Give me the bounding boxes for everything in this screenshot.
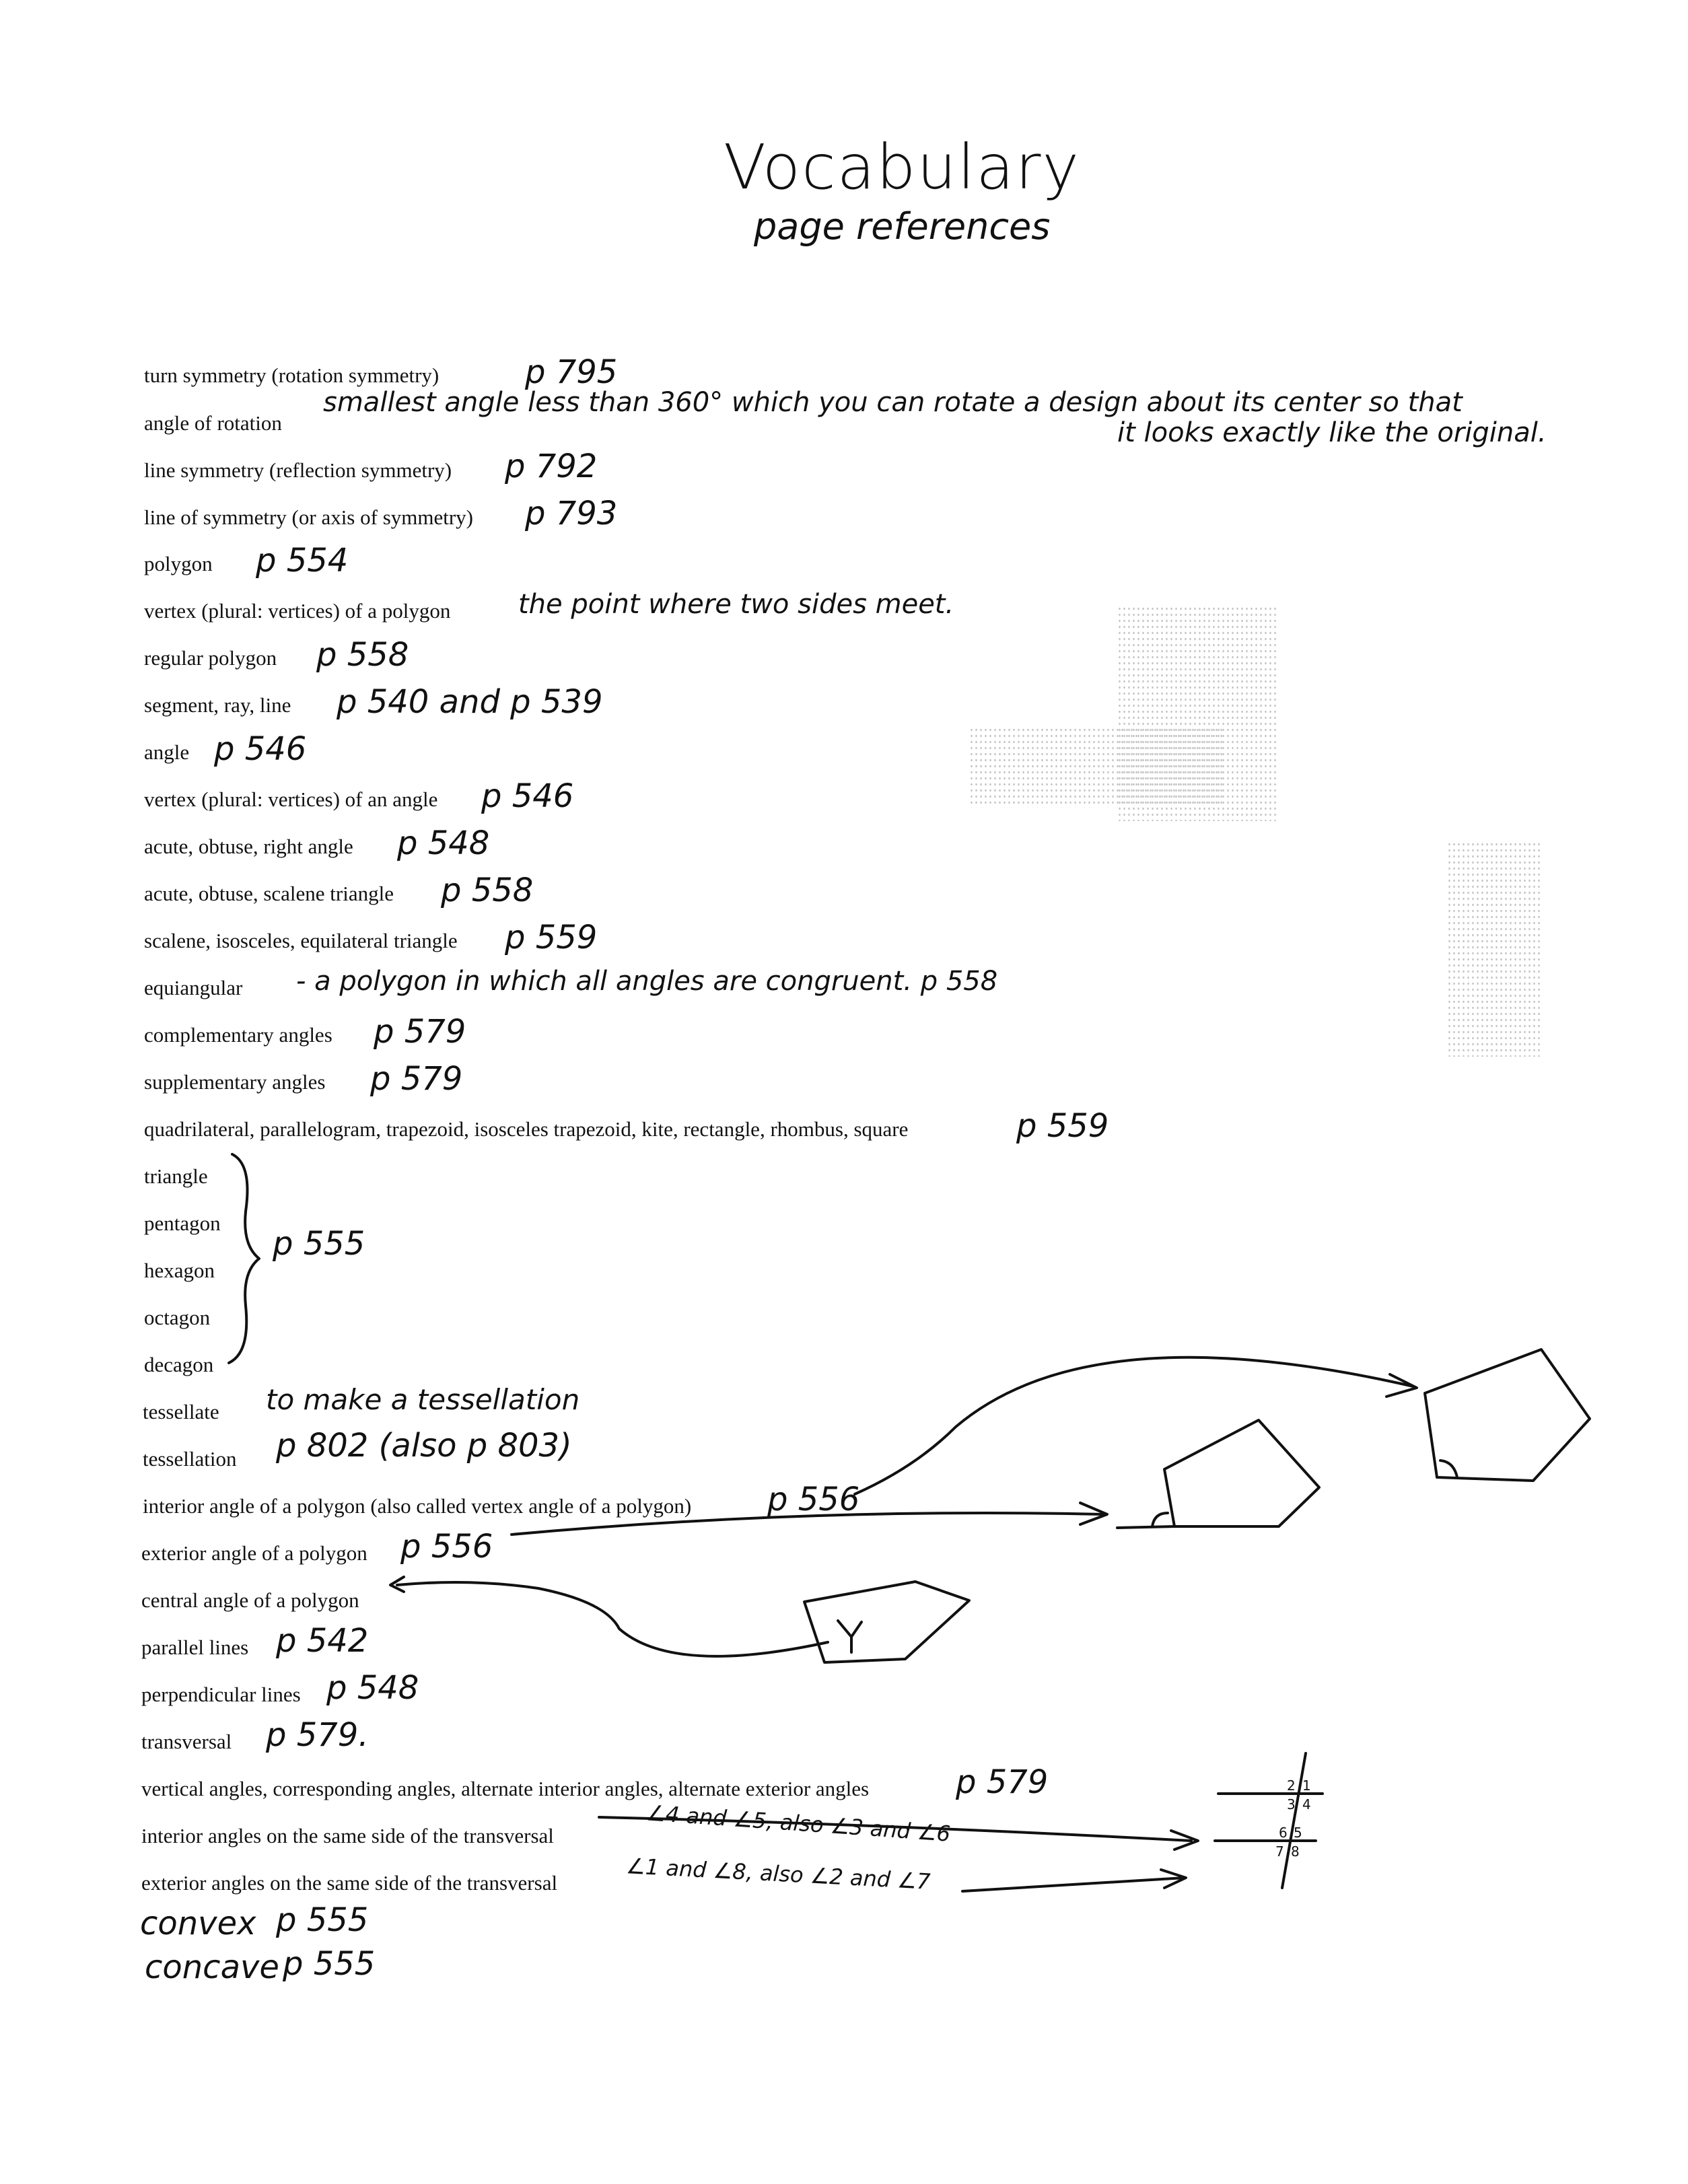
note-bracket-polygons: p 555: [273, 1225, 365, 1263]
arrow-exterior-same-side: [962, 1878, 1185, 1891]
term-transversal: transversal: [141, 1730, 232, 1753]
note-vertex-polygon: the point where two sides meet.: [518, 589, 954, 620]
term-perpendicular-lines: perpendicular lines: [141, 1683, 301, 1706]
angle-label-5: 5: [1294, 1825, 1302, 1841]
note-vertex-angle: p 546: [481, 777, 574, 815]
note-parallel-lines: p 542: [276, 1622, 369, 1660]
note-interior-angle: p 556: [767, 1481, 860, 1518]
term-equiangular: equiangular: [144, 976, 243, 999]
term-octagon: octagon: [144, 1306, 211, 1329]
term-triangle: triangle: [144, 1164, 208, 1188]
term-line-of-symmetry: line of symmetry (or axis of symmetry): [144, 505, 474, 529]
note-regular-polygon: p 558: [316, 636, 409, 674]
term-hexagon: hexagon: [144, 1259, 215, 1282]
handwritten-note-convex: p 555: [276, 1901, 369, 1939]
term-interior-same-side: interior angles on the same side of the transversal: [141, 1824, 554, 1847]
note-complementary: p 579: [374, 1013, 466, 1051]
term-tessellation: tessellation: [143, 1447, 237, 1471]
note-segment-ray-line: p 540 and p 539: [337, 683, 603, 721]
angle-label-4: 4: [1302, 1796, 1311, 1812]
term-acute-obtuse-right: acute, obtuse, right angle: [144, 835, 353, 858]
interior-angle-mark: [1440, 1460, 1457, 1477]
term-complementary: complementary angles: [144, 1023, 332, 1047]
angle-label-2: 2: [1287, 1777, 1296, 1794]
note-exterior-same-side: ∠1 and ∠8, also ∠2 and ∠7: [625, 1853, 931, 1895]
note-polygon: p 554: [256, 542, 349, 579]
central-angle-rays: [838, 1621, 861, 1652]
note-acute-obtuse-scalene: p 558: [441, 872, 534, 909]
note-turn-symmetry: p 795: [525, 353, 618, 391]
arrow-interior-same-side: [599, 1817, 1191, 1841]
note-equiangular: - a polygon in which all angles are congruent. p 558: [296, 966, 998, 997]
pentagon-interior-angle: [1425, 1349, 1590, 1481]
note-quadrilaterals: p 559: [1016, 1107, 1109, 1145]
angle-label-6: 6: [1279, 1825, 1288, 1841]
page-subtitle: page references: [754, 205, 1051, 248]
note-interior-same-side: ∠4 and ∠5, also ∠3 and ∠6: [645, 1800, 952, 1847]
term-regular-polygon: regular polygon: [144, 646, 277, 670]
term-line-symmetry: line symmetry (reflection symmetry): [144, 458, 452, 482]
transversal-line: [1282, 1753, 1306, 1888]
term-interior-angle: interior angle of a polygon (also called vertex angle of a polygon): [143, 1494, 692, 1518]
term-exterior-angle: exterior angle of a polygon: [141, 1541, 367, 1565]
term-scalene-isosceles-equilateral: scalene, isosceles, equilateral triangle: [144, 929, 458, 952]
note-supplementary: p 579: [370, 1060, 463, 1098]
note-angle: p 546: [214, 730, 307, 768]
angle-label-7: 7: [1275, 1843, 1284, 1860]
angle-label-8: 8: [1291, 1843, 1300, 1860]
pentagon-exterior-angle: [1164, 1420, 1319, 1526]
note-angle-pairs: p 579: [956, 1763, 1049, 1801]
term-exterior-same-side: exterior angles on the same side of the transversal: [141, 1871, 558, 1895]
term-pentagon: pentagon: [144, 1211, 221, 1235]
arrow-interior-curve: [855, 1358, 1413, 1494]
note-angle-of-rotation-cont: it looks exactly like the original.: [1117, 417, 1547, 448]
angle-label-3: 3: [1287, 1796, 1296, 1812]
arrow-exterior: [512, 1513, 1104, 1535]
term-angle-pairs: vertical angles, corresponding angles, alternate interior angles, alternate exterior angles: [141, 1777, 870, 1800]
note-transversal: p 579.: [266, 1716, 369, 1754]
note-perpendicular-lines: p 548: [326, 1669, 419, 1707]
handwritten-note-concave: p 555: [283, 1945, 376, 1983]
term-angle-of-rotation: angle of rotation: [144, 411, 282, 435]
note-scalene-isosceles: p 559: [505, 919, 598, 956]
term-supplementary: supplementary angles: [144, 1070, 326, 1094]
term-acute-obtuse-scalene: acute, obtuse, scalene triangle: [144, 882, 394, 905]
term-turn-symmetry: turn symmetry (rotation symmetry): [144, 363, 439, 387]
angle-label-1: 1: [1302, 1777, 1311, 1794]
extended-side: [1117, 1526, 1174, 1528]
term-quadrilaterals: quadrilateral, parallelogram, trapezoid, isosceles trapezoid, kite, rectangle, rhombus, square: [144, 1117, 909, 1141]
term-parallel-lines: parallel lines: [141, 1635, 249, 1659]
term-tessellate: tessellate: [143, 1400, 219, 1423]
curly-brace: [229, 1154, 259, 1363]
term-decagon: decagon: [144, 1353, 214, 1376]
term-vertex-polygon: vertex (plural: vertices) of a polygon: [144, 599, 451, 623]
term-polygon: polygon: [144, 552, 213, 575]
page-title: Vocabulary: [724, 131, 1080, 203]
handwritten-term-concave: concave: [145, 1948, 279, 1986]
handwritten-term-convex: convex: [140, 1905, 256, 1942]
note-exterior-angle: p 556: [400, 1528, 493, 1565]
term-segment-ray-line: segment, ray, line: [144, 693, 291, 717]
pentagon-central-angle: [804, 1582, 969, 1662]
note-angle-of-rotation: smallest angle less than 360° which you can rotate a design about its center so that: [323, 387, 1463, 418]
exterior-angle-mark: [1152, 1513, 1168, 1526]
note-line-symmetry: p 792: [505, 448, 598, 485]
note-acute-obtuse-right: p 548: [397, 824, 490, 862]
term-central-angle: central angle of a polygon: [141, 1588, 359, 1612]
arrow-central: [397, 1582, 828, 1656]
arrowhead-interior: [1386, 1374, 1417, 1397]
term-angle: angle: [144, 740, 190, 764]
note-line-of-symmetry: p 793: [525, 495, 618, 532]
note-tessellation: p 802 (also p 803): [276, 1427, 572, 1465]
note-tessellate: to make a tessellation: [266, 1383, 580, 1416]
term-vertex-angle: vertex (plural: vertices) of an angle: [144, 787, 438, 811]
